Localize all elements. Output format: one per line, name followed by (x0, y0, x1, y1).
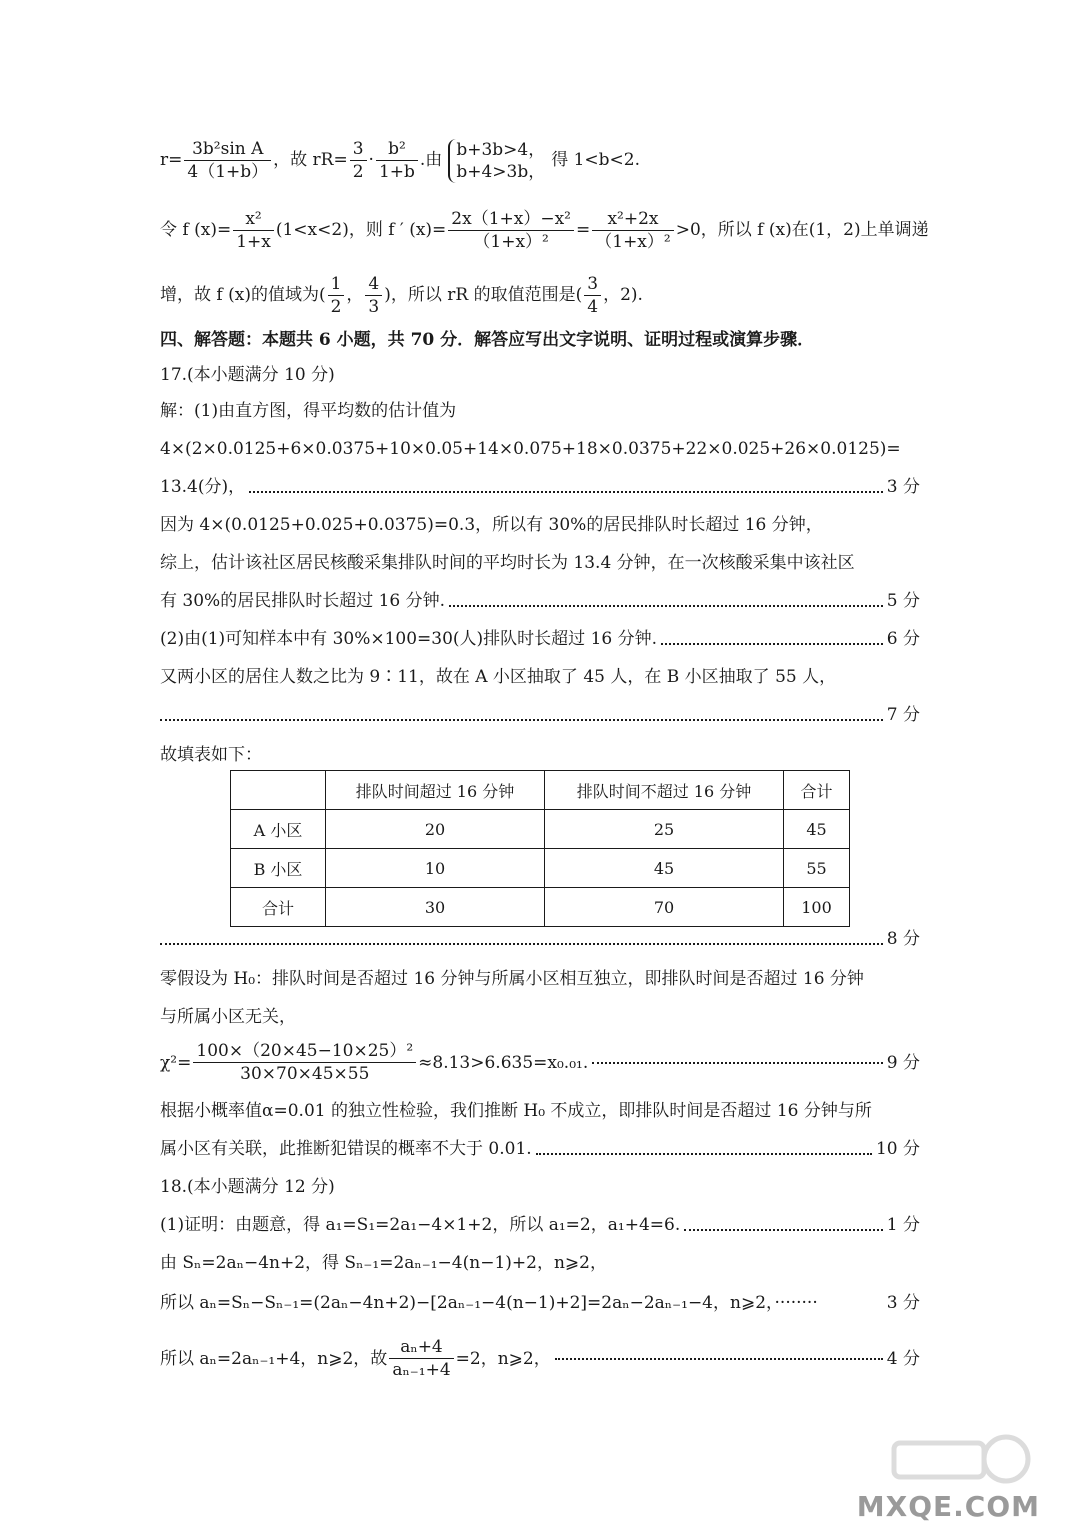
table-cell: 45 (784, 810, 850, 849)
table-cell: 70 (545, 888, 784, 927)
question-18-title: 18.(本小题满分 12 分) (160, 1177, 335, 1197)
fraction (584, 273, 601, 318)
denominator: （1+x）² (595, 232, 671, 252)
numerator: 3b²sin A (184, 138, 271, 161)
text: 所以 aₙ=2aₙ₋₁+4，n⩾2，故 (160, 1348, 388, 1369)
inequality: b+3b>4， (456, 139, 546, 160)
numerator: b² (376, 138, 418, 161)
solution-line: 又两小区的居住人数之比为 9∶11，故在 A 小区抽取了 45 人，在 B 小区抽取了 55 人， (160, 667, 837, 687)
numerator: 4 (365, 273, 382, 296)
solution-line (160, 1212, 920, 1238)
leader-dots (449, 605, 883, 607)
text: 增，故 f (x)的值域为( (160, 285, 326, 305)
text: 令 f (x)= (160, 220, 232, 240)
numerator: 1 (328, 273, 345, 296)
text: ，2). (603, 285, 643, 305)
leader-dots (160, 719, 883, 721)
table-cell: 55 (784, 849, 850, 888)
fraction (193, 1040, 416, 1085)
numerator: 2x（1+x）−x² (448, 208, 574, 231)
text: 有 30%的居民排队时长超过 16 分钟. (160, 591, 446, 611)
denominator: 2 (330, 297, 342, 317)
text: · (368, 150, 374, 170)
solution-line: 综上，估计该社区居民核酸采集排队时间的平均时长为 13.4 分钟，在一次核酸采集中该社区 (160, 553, 855, 573)
fraction (448, 208, 574, 253)
text: 属小区有关联，此推断犯错误的概率不大于 0.01. (160, 1139, 532, 1159)
text: .由 (419, 150, 443, 170)
leader-dots (536, 1153, 872, 1155)
solution-line: 由 Sₙ=2aₙ−4n+2，得 Sₙ₋₁=2aₙ₋₁−4(n−1)+2，n⩾2， (160, 1253, 607, 1273)
numerator: aₙ+4 (389, 1336, 453, 1359)
denominator: 4（1+b） (187, 162, 269, 182)
score: 3 分 (886, 477, 920, 497)
section-heading: 四、解答题：本题共 6 小题，共 70 分．解答应写出文字说明、证明过程或演算步骤． (160, 330, 815, 350)
text: =2，n⩾2， (455, 1348, 551, 1369)
fraction (365, 273, 382, 318)
text: 得 1<b<2. (551, 150, 641, 170)
score: 3 分 (886, 1293, 920, 1313)
denominator: （1+x）² (473, 232, 549, 252)
text: 所以 aₙ=Sₙ−Sₙ₋₁=(2aₙ−4n+2)−[2aₙ₋₁−4(n−1)+2]=2aₙ−2aₙ₋₁−4，n⩾2，········ (160, 1293, 818, 1313)
inequality: b+4>3b， (456, 161, 546, 182)
table-header-row (231, 771, 850, 810)
solution-line (160, 474, 920, 500)
fraction (592, 208, 673, 253)
table-row (231, 810, 850, 849)
solution-line: 解：(1)由直方图，得平均数的估计值为 (160, 401, 457, 421)
denominator: 1+x (236, 232, 271, 252)
table-row (231, 888, 850, 927)
text: >0，所以 f (x)在(1，2)上单调递 (675, 220, 929, 240)
fraction (389, 1336, 453, 1381)
score: 7 分 (886, 705, 920, 725)
fraction (350, 138, 367, 183)
contingency-table (230, 770, 850, 927)
leader-dots (555, 1358, 883, 1360)
table-header-cell: 排队时间超过 16 分钟 (326, 771, 545, 810)
formula-f (160, 208, 929, 253)
denominator: 3 (368, 297, 380, 317)
text: )，所以 rR 的取值范围是( (384, 285, 583, 305)
score: 6 分 (886, 629, 920, 649)
solution-line (160, 626, 920, 652)
leader-dots (661, 643, 883, 645)
solution-line (160, 702, 920, 728)
denominator: 30×70×45×55 (240, 1064, 370, 1084)
numerator: 3 (584, 273, 601, 296)
solution-line: 4×(2×0.0125+6×0.0375+10×0.05+14×0.075+18×0.0375+22×0.025+26×0.0125)= (160, 439, 901, 459)
score: 5 分 (886, 591, 920, 611)
table-cell: A 小区 (231, 810, 326, 849)
formula-range (160, 273, 920, 318)
text: = (576, 220, 591, 240)
text: (1)证明：由题意，得 a₁=S₁=2a₁−4×1+2，所以 a₁=2，a₁+4=6. (160, 1215, 681, 1235)
numerator: 100×（20×45−10×25）² (193, 1040, 416, 1063)
fraction (184, 138, 271, 183)
fraction (233, 208, 274, 253)
text: r= (160, 150, 183, 170)
solution-line: 因为 4×(0.0125+0.025+0.0375)=0.3，所以有 30%的居民排队时长超过 16 分钟， (160, 515, 823, 535)
score: 10 分 (875, 1139, 920, 1159)
table-cell: 20 (326, 810, 545, 849)
table-cell: 25 (545, 810, 784, 849)
solution-line: 根据小概率值α=0.01 的独立性检验，我们推断 H₀ 不成立，即排队时间是否超过 16 分钟与所 (160, 1101, 872, 1121)
text: χ²= (160, 1052, 192, 1073)
equation-system (448, 139, 545, 183)
text: (1<x<2)，则 f ′ (x)= (275, 220, 447, 240)
denominator: aₙ₋₁+4 (392, 1360, 451, 1380)
score: 1 分 (886, 1215, 920, 1235)
question-17-title: 17.(本小题满分 10 分) (160, 365, 335, 385)
text: ，故 rR= (273, 150, 348, 170)
table-cell: 30 (326, 888, 545, 927)
numerator: x² (233, 208, 274, 231)
solution-line: 与所属小区无关， (160, 1007, 296, 1027)
numerator: x²+2x (592, 208, 673, 231)
score: 8 分 (886, 929, 920, 949)
score: 4 分 (886, 1348, 920, 1369)
table-cell: 45 (545, 849, 784, 888)
text: ， (346, 285, 364, 305)
table-cell: 合计 (231, 888, 326, 927)
leader-dots (592, 1062, 883, 1064)
leader-dots (684, 1229, 883, 1231)
denominator: 4 (587, 297, 599, 317)
table-header-cell: 合计 (784, 771, 850, 810)
fraction (376, 138, 418, 183)
fraction (328, 273, 345, 318)
score: 9 分 (886, 1052, 920, 1073)
table-cell (231, 771, 326, 810)
table-cell: B 小区 (231, 849, 326, 888)
denominator: 1+b (378, 162, 415, 182)
leader-dots (249, 491, 883, 493)
solution-line (160, 588, 920, 614)
text: ≈8.13>6.635=x₀.₀₁. (418, 1052, 589, 1073)
chi-square-formula (160, 1040, 920, 1085)
solution-line: 故填表如下： (160, 745, 262, 765)
watermark-text: MXQE.COM (856, 1490, 1040, 1523)
leader-dots (160, 943, 883, 945)
table-header-cell: 排队时间不超过 16 分钟 (545, 771, 784, 810)
table-cell: 100 (784, 888, 850, 927)
numerator: 3 (350, 138, 367, 161)
solution-line (160, 1136, 920, 1162)
formula-r (160, 138, 920, 183)
solution-line (160, 1336, 920, 1381)
text: 13.4(分)， (160, 477, 246, 497)
text: (2)由(1)可知样本中有 30%×100=30(人)排队时长超过 16 分钟. (160, 629, 658, 649)
denominator: 2 (352, 162, 364, 182)
solution-line: 零假设为 H₀：排队时间是否超过 16 分钟与所属小区相互独立，即排队时间是否超过 16 分钟 (160, 969, 864, 989)
solution-line (160, 1290, 920, 1316)
table-cell: 10 (326, 849, 545, 888)
table-row (231, 849, 850, 888)
solution-line (160, 926, 920, 952)
